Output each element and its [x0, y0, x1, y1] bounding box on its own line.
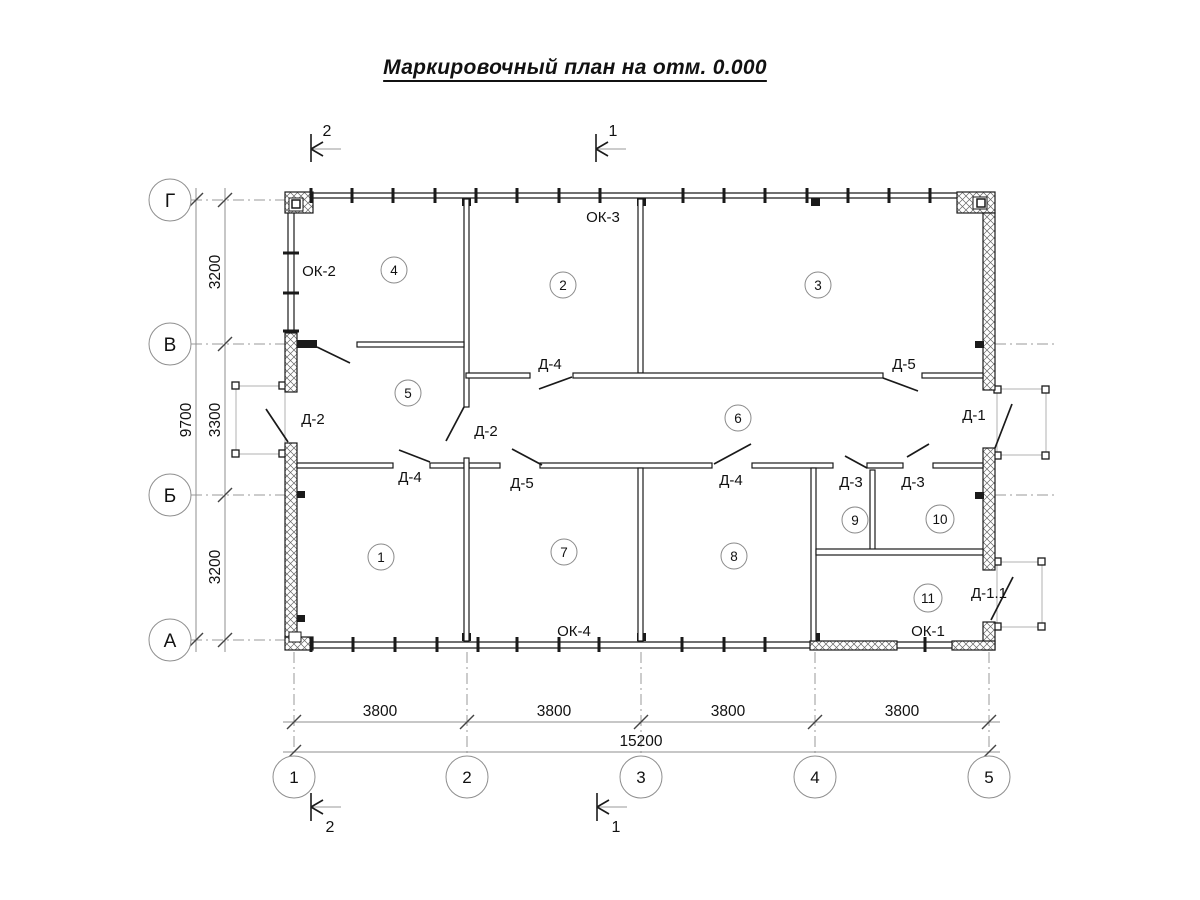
door-label-d2-interior: Д-2	[474, 423, 498, 440]
window-label-ok4: ОК-4	[557, 623, 591, 640]
room-circle-2	[550, 272, 576, 298]
partition-corridor-north-1	[466, 373, 530, 378]
room-circle-6	[725, 405, 751, 431]
partition-corridor-south-6	[867, 463, 903, 468]
svg-text:7: 7	[560, 545, 568, 560]
partition-corridor-south-7	[933, 463, 983, 468]
dim-3800-3: 3800	[710, 703, 746, 720]
door-leaf-d5-room7	[512, 449, 542, 465]
svg-text:10: 10	[932, 512, 948, 527]
door-leaf-d5-room3	[883, 378, 918, 391]
room-circle-1	[368, 544, 394, 570]
wall-bottom-right	[952, 641, 995, 650]
axis-row-g: Г	[164, 191, 176, 212]
svg-text:1: 1	[377, 550, 385, 565]
partition-room11-north	[816, 549, 983, 555]
axis-col-4: 4	[810, 768, 820, 787]
room-circle-8	[721, 543, 747, 569]
door-leaf-d4-room2	[539, 377, 572, 389]
room-circle-3	[805, 272, 831, 298]
door-leaf-d4-room8	[714, 444, 751, 464]
room-numbers	[368, 257, 954, 612]
partition-corridor-south-2	[430, 463, 464, 468]
partition-corridor-south-3	[469, 463, 500, 468]
dim-9700: 9700	[178, 402, 195, 438]
door-label-d3-room9: Д-3	[839, 474, 863, 491]
door-stub-v-axis	[297, 340, 317, 348]
axis-col-5: 5	[984, 768, 994, 787]
dim-3200-top: 3200	[207, 254, 224, 290]
door-label-d5-room7: Д-5	[510, 475, 534, 492]
door-leaf-d2-interior	[446, 407, 464, 441]
svg-text:5: 5	[404, 386, 412, 401]
room-circle-9	[842, 507, 868, 533]
wall-right-middle	[983, 448, 995, 570]
wall-left-upper	[285, 333, 297, 392]
door-label-d3-room10: Д-3	[901, 474, 925, 491]
partition-corridor-north-2	[573, 373, 883, 378]
door-leaf-d4-room1	[399, 450, 430, 462]
partition-corridor-south-1	[297, 463, 393, 468]
wall-left-lower	[285, 443, 297, 637]
section-num-2-top: 2	[322, 123, 332, 140]
door-label-d1: Д-1	[962, 407, 986, 424]
door-label-d1-1: Д-1.1	[970, 585, 1008, 602]
wall-bottom-middle	[810, 641, 897, 650]
dim-3800-2: 3800	[536, 703, 572, 720]
door-leaf-d3-room10	[907, 444, 929, 457]
dim-3800-4: 3800	[884, 703, 920, 720]
room-circle-5	[395, 380, 421, 406]
wall-right-upper	[983, 213, 995, 390]
axis-row-a: А	[163, 631, 177, 652]
axis-column-circles	[273, 756, 1010, 798]
axis-col-2: 2	[462, 768, 472, 787]
svg-text:3: 3	[814, 278, 822, 293]
section-mark-1-bottom	[597, 793, 627, 821]
section-num-1-top: 1	[608, 123, 618, 140]
axis-row-v: В	[163, 335, 177, 356]
window-label-ok1: ОК-1	[911, 623, 945, 640]
partition-rooms2-3	[638, 199, 643, 373]
partition-room8-east	[811, 468, 816, 641]
section-mark-numbers	[323, 123, 621, 836]
axis-row-b: Б	[163, 486, 177, 507]
door-label-d5-room3: Д-5	[892, 356, 916, 373]
element-labels	[301, 209, 1007, 640]
dim-3200-bottom: 3200	[207, 549, 224, 585]
svg-text:11: 11	[920, 591, 936, 606]
svg-text:6: 6	[734, 411, 742, 426]
door-leaf-room4	[317, 347, 350, 363]
section-num-1-bottom: 1	[611, 819, 621, 836]
door-leaf-d1-entrance	[995, 404, 1012, 448]
room-circle-4	[381, 257, 407, 283]
partition-rooms1-7	[464, 458, 469, 641]
page-title: Маркировочный план на отм. 0.000	[383, 56, 767, 79]
door-label-d4-room2: Д-4	[538, 356, 562, 373]
dim-3800-1: 3800	[362, 703, 398, 720]
window-mullion-ticks	[283, 188, 930, 652]
room-circle-7	[551, 539, 577, 565]
door-label-d4-room1: Д-4	[398, 469, 422, 486]
window-label-ok2: ОК-2	[302, 263, 336, 280]
window-label-ok3: ОК-3	[586, 209, 620, 226]
section-num-2-bottom: 2	[325, 819, 335, 836]
svg-text:2: 2	[559, 278, 567, 293]
svg-text:4: 4	[390, 263, 398, 278]
door-label-d2-exterior: Д-2	[301, 411, 325, 428]
room-circle-11	[914, 584, 942, 612]
partition-rooms7-8	[638, 468, 643, 641]
svg-text:8: 8	[730, 549, 738, 564]
axis-col-3: 3	[636, 768, 646, 787]
axis-grid	[191, 200, 1058, 756]
section-mark-2-bottom	[311, 793, 341, 821]
room-circle-10	[926, 505, 954, 533]
dim-15200: 15200	[619, 733, 663, 750]
partition-rooms4-5	[357, 342, 464, 347]
door-leaf-d3-room9	[845, 456, 867, 468]
partition-rooms9-10	[870, 470, 875, 552]
svg-text:9: 9	[851, 513, 859, 528]
axis-col-1: 1	[289, 768, 299, 787]
partition-corridor-north-3	[922, 373, 983, 378]
partition-corridor-south-5	[752, 463, 833, 468]
dim-3300: 3300	[207, 402, 224, 438]
door-label-d4-room8: Д-4	[719, 472, 743, 489]
partition-corridor-south-4	[540, 463, 712, 468]
